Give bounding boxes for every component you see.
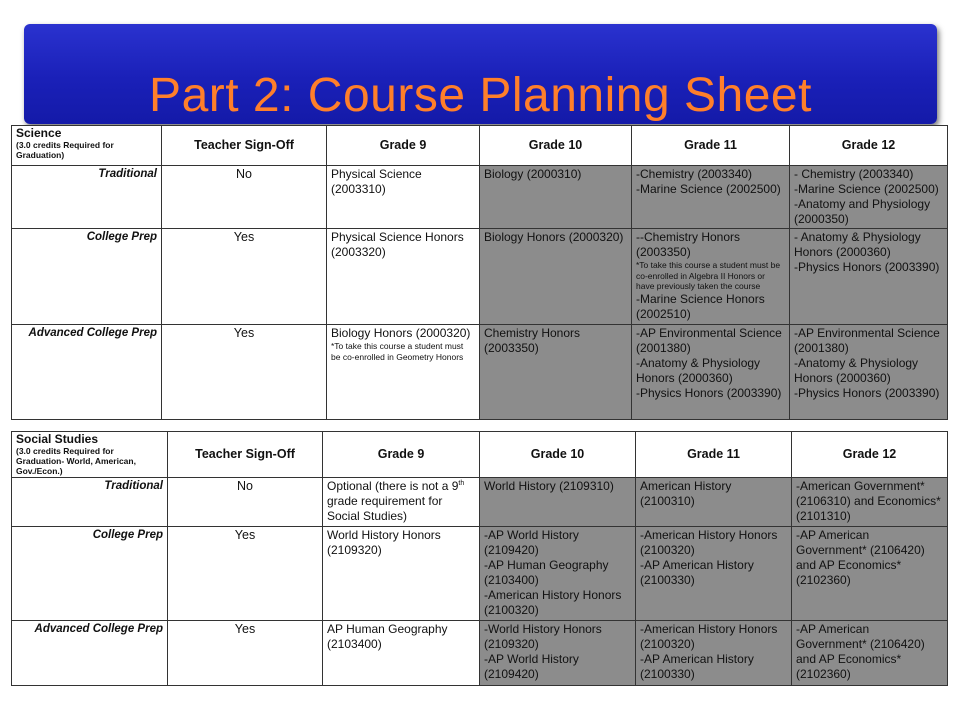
signoff-value: No <box>168 478 323 527</box>
grade11-cell <box>636 621 792 686</box>
course-entry: -AP American Government* (2106420) and AP Economics* (2102360) <box>796 622 925 681</box>
course-entry: American History (2100310) <box>640 479 732 508</box>
course-entry: --Chemistry Honors (2003350) <box>636 230 741 259</box>
signoff-value: Yes <box>168 527 323 621</box>
course-entry: -AP American History (2100330) <box>640 558 754 587</box>
signoff-value: Yes <box>168 621 323 686</box>
social-header-row <box>12 432 948 478</box>
track-label: Traditional <box>12 166 162 229</box>
course-entry: -American History Honors (2100320) <box>484 588 622 617</box>
social-header-grade9: Grade 9 <box>323 432 480 478</box>
course-entry: World History Honors (2109320) <box>327 528 441 557</box>
grade12-cell <box>792 621 948 686</box>
course-entry: - Anatomy & Physiology Honors (2000360) <box>794 230 921 259</box>
course-entry: -Chemistry (2003340) <box>636 167 753 181</box>
social-header-grade11: Grade 11 <box>636 432 792 478</box>
table-row <box>12 325 948 420</box>
track-label: Traditional <box>12 478 168 527</box>
grade12-cell <box>792 478 948 527</box>
course-entry: -American History Honors (2100320) <box>640 528 778 557</box>
grade12-cell <box>790 325 948 420</box>
track-label: Advanced College Prep <box>12 621 168 686</box>
course-entry: -Physics Honors (2003390) <box>636 386 782 400</box>
science-header-grade9: Grade 9 <box>327 126 480 166</box>
optional-note-start: Optional (there is not a 9 <box>327 479 459 493</box>
track-label: College Prep <box>12 229 162 325</box>
science-credits-note: (3.0 credits Required for Graduation) <box>16 140 114 160</box>
course-entry: - Chemistry (2003340) <box>794 167 914 181</box>
table-row <box>12 229 948 325</box>
grade12-cell <box>792 527 948 621</box>
course-entry: -American History Honors (2100320) <box>640 622 778 651</box>
grade9-cell <box>327 325 480 420</box>
course-entry: -American Government* (2106310) and Economics* (2101310) <box>796 479 941 523</box>
social-header-grade12: Grade 12 <box>792 432 948 478</box>
course-entry: -AP American History (2100330) <box>640 652 754 681</box>
grade10-cell <box>480 527 636 621</box>
table-row <box>12 527 948 621</box>
course-entry: Biology (2000310) <box>484 167 582 181</box>
course-entry <box>327 479 475 524</box>
science-header-grade11: Grade 11 <box>632 126 790 166</box>
signoff-value: No <box>162 166 327 229</box>
social-header-signoff: Teacher Sign-Off <box>168 432 323 478</box>
course-entry: -World History Honors (2109320) <box>484 622 602 651</box>
grade10-cell <box>480 166 632 229</box>
table-row <box>12 478 948 527</box>
grade12-cell <box>790 229 948 325</box>
course-entry: -AP American Government* (2106420) and AP Economics* (2102360) <box>796 528 925 587</box>
social-subject-cell <box>12 432 168 478</box>
science-table <box>11 125 948 420</box>
optional-note-end: grade requirement for Social Studies) <box>327 494 443 523</box>
course-entry: -Physics Honors (2003390) <box>794 260 940 274</box>
course-entry: Chemistry Honors (2003350) <box>484 326 581 355</box>
grade9-cell <box>327 166 480 229</box>
course-note: *To take this course a student must be co-enrolled in Geometry Honors <box>331 341 464 362</box>
course-entry: Biology Honors (2000320) <box>484 230 624 244</box>
course-entry: Physical Science (2003310) <box>331 167 422 196</box>
track-label: College Prep <box>12 527 168 621</box>
course-entry: -Anatomy & Physiology Honors (2000360) <box>794 356 919 385</box>
social-subject-label: Social Studies <box>16 432 99 446</box>
grade11-cell <box>632 166 790 229</box>
grade11-cell <box>632 229 790 325</box>
page-title: Part 2: Course Planning Sheet <box>149 69 812 122</box>
course-entry: -Anatomy & Physiology Honors (2000360) <box>636 356 761 385</box>
course-entry: World History (2109310) <box>484 479 614 493</box>
course-entry: Biology Honors (2000320) <box>331 326 471 340</box>
grade9-cell <box>323 621 480 686</box>
course-entry: -AP World History (2109420) <box>484 528 579 557</box>
social-studies-table <box>11 431 948 686</box>
course-entry: -Physics Honors (2003390) <box>794 386 940 400</box>
course-entry: AP Human Geography (2103400) <box>327 622 448 651</box>
grade10-cell <box>480 478 636 527</box>
ordinal-suffix: th <box>458 480 465 487</box>
science-subject-cell <box>12 126 162 166</box>
course-entry: -Marine Science (2002500) <box>636 182 781 196</box>
course-entry: -AP Human Geography (2103400) <box>484 558 609 587</box>
science-header-grade12: Grade 12 <box>790 126 948 166</box>
grade11-cell <box>636 478 792 527</box>
grade9-cell <box>323 478 480 527</box>
grade10-cell <box>480 325 632 420</box>
table-row <box>12 621 948 686</box>
grade9-cell <box>323 527 480 621</box>
course-entry: -AP World History (2109420) <box>484 652 579 681</box>
grade10-cell <box>480 229 632 325</box>
track-label: Advanced College Prep <box>12 325 162 420</box>
grade9-cell <box>327 229 480 325</box>
social-header-grade10: Grade 10 <box>480 432 636 478</box>
course-note: *To take this course a student must be co-enrolled in Algebra II Honors or have previously taken the course <box>636 260 781 291</box>
grade10-cell <box>480 621 636 686</box>
course-entry: -Marine Science (2002500) <box>794 182 939 196</box>
title-banner <box>24 24 937 124</box>
social-credits-note: (3.0 credits Required for Graduation- World, American, Gov./Econ.) <box>16 446 136 476</box>
science-subject-label: Science <box>16 126 62 140</box>
grade11-cell <box>636 527 792 621</box>
course-entry: -Anatomy and Physiology (2000350) <box>794 197 931 226</box>
course-entry: -AP Environmental Science (2001380) <box>636 326 782 355</box>
course-entry: Physical Science Honors (2003320) <box>331 230 464 259</box>
science-header-grade10: Grade 10 <box>480 126 632 166</box>
grade11-cell <box>632 325 790 420</box>
signoff-value: Yes <box>162 325 327 420</box>
table-row <box>12 166 948 229</box>
grade12-cell <box>790 166 948 229</box>
course-entry: -Marine Science Honors (2002510) <box>636 291 765 321</box>
science-header-row <box>12 126 948 166</box>
science-header-signoff: Teacher Sign-Off <box>162 126 327 166</box>
course-entry: -AP Environmental Science (2001380) <box>794 326 940 355</box>
signoff-value: Yes <box>162 229 327 325</box>
